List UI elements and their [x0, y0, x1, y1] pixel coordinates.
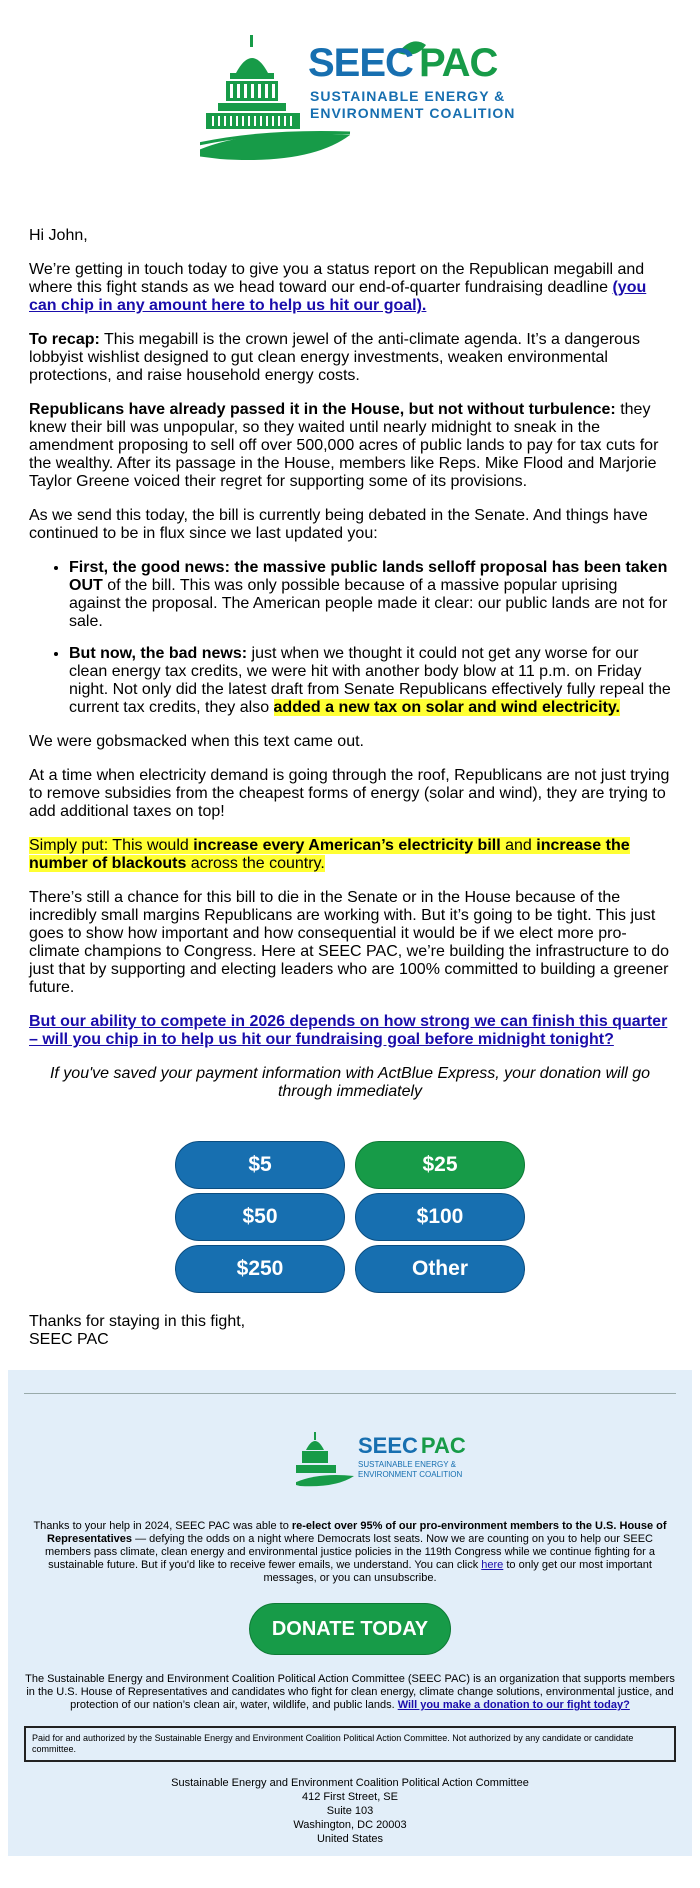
- paragraph-recap: [29, 331, 671, 385]
- sign-off-line-2: SEEC PAC: [29, 1331, 109, 1348]
- paragraph-compete: [29, 1013, 671, 1049]
- news-list: [29, 559, 671, 717]
- simply-put-a: Simply put: This would: [29, 837, 194, 854]
- donate-5-button[interactable]: $5: [175, 1141, 345, 1189]
- footer-logo: [24, 1428, 676, 1498]
- donate-50-button[interactable]: $50: [175, 1193, 345, 1241]
- bad-news-lead: But now, the bad news:: [69, 645, 248, 662]
- donate-today-button[interactable]: DONATE TODAY: [249, 1603, 451, 1655]
- address-line-1: Sustainable Energy and Environment Coalition Political Action Committee: [171, 1777, 529, 1789]
- brand-subtitle: [310, 88, 515, 122]
- address-line-5: United States: [316, 1833, 384, 1845]
- actblue-note: If you've saved your payment information with ActBlue Express, your donation will go through immediately: [49, 1065, 651, 1100]
- good-news-text: of the bill. This was only possible because of a massive popular uprising against the proposal. The American people made it clear: our public lands are not for sale.: [69, 577, 668, 630]
- mailing-address: [24, 1776, 676, 1846]
- simply-put-e: across the country.: [186, 855, 325, 872]
- footer-divider: [24, 1393, 676, 1394]
- simply-put-b: increase every American’s electricity bill: [193, 837, 501, 854]
- address-line-2: 412 First Street, SE: [302, 1791, 398, 1803]
- list-item-good-news: [69, 559, 671, 631]
- footer-donate-link[interactable]: Will you make a donation to our fight today?: [397, 1699, 630, 1711]
- good-news-lead: First, the good news: the massive public lands selloff proposal has been taken OUT: [69, 559, 668, 594]
- donate-25-button[interactable]: $25: [355, 1141, 525, 1189]
- header-logo: [0, 0, 700, 200]
- paragraph-senate: As we send this today, the bill is currently being debated in the Senate. And things have continued to be in flux since we last updated you:: [29, 507, 648, 542]
- brand-name-seec: SEEC: [308, 41, 413, 85]
- donate-100-button[interactable]: $100: [355, 1193, 525, 1241]
- bad-news-text: just when we thought it could not get any worse for our clean energy tax credits, we were hit with another body blow at 11 p.m. on Friday night. Not only did the latest draft from Senate Republicans effectively fully repeal the current tax credits, they also: [69, 645, 671, 716]
- simply-put-highlight: [29, 837, 630, 872]
- paragraph-simply-put: [29, 837, 671, 873]
- brand-name-pac: PAC: [418, 41, 498, 85]
- footer-brand-seec: SEEC: [358, 1433, 418, 1458]
- footer-thanks-c: — defying the odds on a night where Democrats lost seats. Now we are counting on you to help our SEEC members pass climate, clean energy and environmental justice policies in the 119th Congress while we continue fighting for a sustainable future. But if you'd like to receive fewer emails, we understand. You can click: [44, 1533, 655, 1571]
- footer-thanks: [24, 1520, 676, 1585]
- house-lead: Republicans have already passed it in the House, but not without turbulence:: [29, 401, 616, 418]
- footer-capitol-icon: [296, 1428, 356, 1490]
- paid-for-disclaimer: Paid for and authorized by the Sustainable Energy and Environment Coalition Political Action Committee. Not authorized by any candidate or candidate committee.: [24, 1726, 676, 1762]
- house-text: they knew their bill was unpopular, so they waited until nearly midnight to sneak in the amendment proposing to sell off over 500,000 acres of public lands to pay for tax cuts for the wealthy. After its passage in the House, members like Reps. Mike Flood and Marjorie Taylor Greene voiced their regret for supporting some of its provisions.: [29, 401, 659, 490]
- fewer-emails-link[interactable]: here: [481, 1559, 504, 1571]
- footer-brand-subtitle-2: ENVIRONMENT COALITION: [358, 1470, 463, 1479]
- footer-brand-subtitle-1: SUSTAINABLE ENERGY &: [358, 1460, 456, 1469]
- footer-brand-subtitle: [358, 1460, 462, 1480]
- footer-thanks-bold: re-elect over 95% of our pro-environment members to the U.S. House of Representatives: [47, 1520, 667, 1545]
- paragraph-status: [29, 261, 671, 315]
- recap-text: This megabill is the crown jewel of the anti-climate agenda. It’s a dangerous lobbyist wishlist designed to gut clean energy investments, weaken environmental protections, and raise household energy costs.: [29, 331, 640, 384]
- brand-name: [308, 42, 497, 84]
- brand-subtitle-line-1: SUSTAINABLE ENERGY &: [310, 88, 506, 104]
- footer-thanks-d: to only get our most important messages, or you can unsubscribe.: [263, 1559, 652, 1584]
- footer-brand-pac: PAC: [420, 1433, 466, 1458]
- address-line-4: Washington, DC 20003: [293, 1819, 407, 1831]
- donate-250-button[interactable]: $250: [175, 1245, 345, 1293]
- compete-donate-link[interactable]: But our ability to compete in 2026 depends on how strong we can finish this quarter – will you chip in to help us hit our fundraising goal before midnight tonight?: [29, 1013, 668, 1048]
- paragraph-status-text: We’re getting in touch today to give you a status report on the Republican megabill and where this fight stands as we head toward our end-of-quarter fundraising deadline: [29, 261, 645, 296]
- paragraph-house: [29, 401, 671, 491]
- simply-put-c: and: [500, 837, 537, 854]
- paragraph-gobsmacked: We were gobsmacked when this text came out.: [29, 733, 364, 750]
- paragraph-chance: There’s still a chance for this bill to die in the Senate or in the House because of the incredibly small margins Republicans are working with. But it’s going to be tight. This just goes to show how important and how consequential it would be if we elect more pro-climate champions to Congress. Here at SEEC PAC, we’re building the infrastructure to do just that by supporting and electing leaders who are 100% committed to building a greener future.: [29, 889, 669, 996]
- greeting: Hi John,: [29, 227, 88, 244]
- footer-brand-name: [358, 1434, 466, 1458]
- chip-in-link[interactable]: (you can chip in any amount here to help us hit our goal).: [29, 279, 647, 314]
- brand-subtitle-line-2: ENVIRONMENT COALITION: [310, 105, 516, 121]
- simply-put-d: increase the number of blackouts: [29, 837, 630, 872]
- bad-news-highlight: added a new tax on solar and wind electricity.: [273, 699, 620, 716]
- email-body: [0, 227, 700, 1349]
- sign-off-line-1: Thanks for staying in this fight,: [29, 1313, 246, 1330]
- footer-about: [24, 1673, 676, 1712]
- donation-amount-grid: [175, 1141, 525, 1293]
- footer-thanks-a: Thanks to your help in 2024, SEEC PAC was able to: [33, 1520, 292, 1532]
- footer-about-text: The Sustainable Energy and Environment Coalition Political Action Committee (SEEC PAC) is an organization that supports members in the U.S. House of Representatives and candidates who fight for clean energy, climate change solutions, environmental justice, and protection of our nation’s clean air, water, wildlife, and public lands.: [25, 1673, 675, 1711]
- list-item-bad-news: [69, 645, 671, 717]
- email-footer: [8, 1370, 692, 1856]
- recap-lead: To recap:: [29, 331, 100, 348]
- address-line-3: Suite 103: [326, 1805, 374, 1817]
- paragraph-electricity: At a time when electricity demand is going through the roof, Republicans are not just trying to remove subsidies from the cheapest forms of energy (solar and wind), they are trying to add additional taxes on top!: [29, 767, 670, 820]
- sign-off: [29, 1313, 671, 1349]
- donate-other-button[interactable]: Other: [355, 1245, 525, 1293]
